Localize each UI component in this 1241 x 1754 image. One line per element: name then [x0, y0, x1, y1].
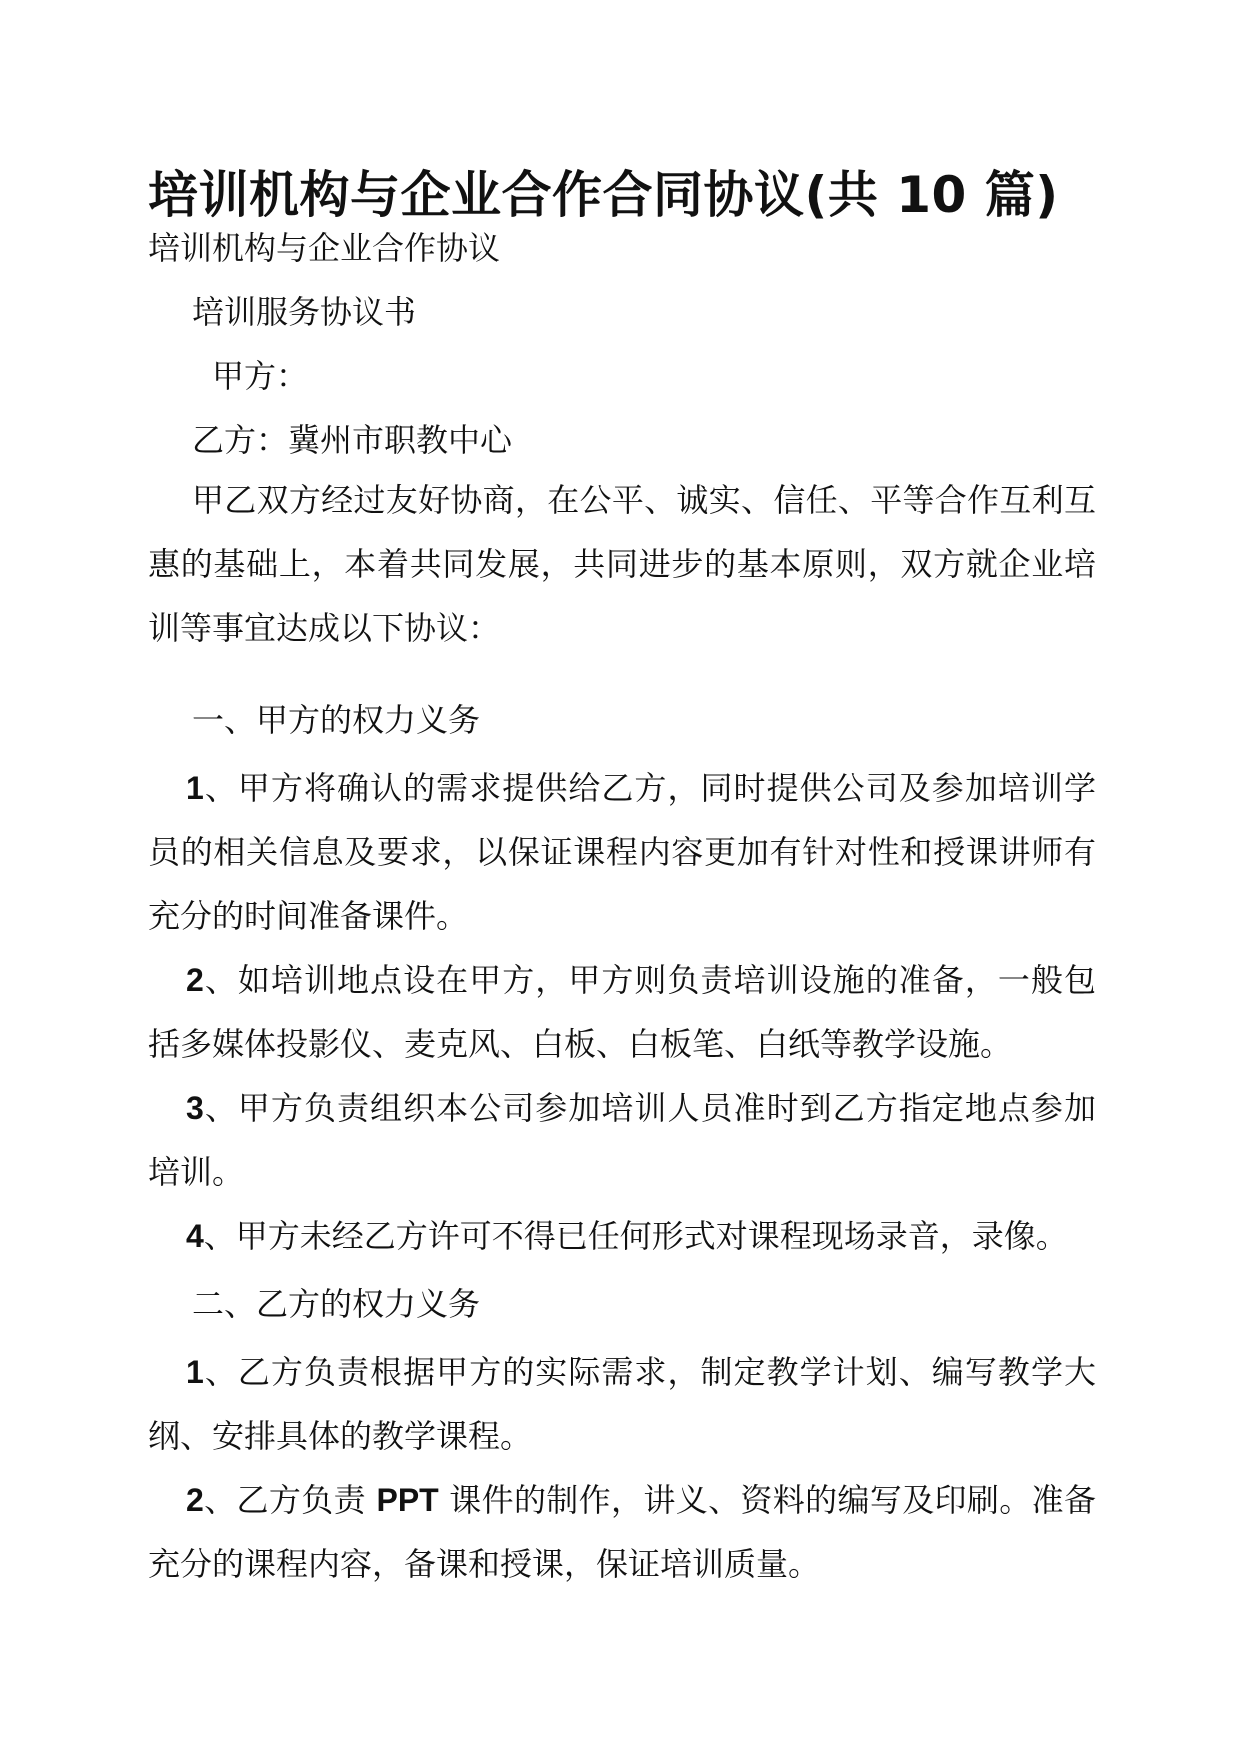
- item-text: 、如培训地点设在甲方，甲方则负责培训设施的准备，一般包括多媒体投影仪、麦克风、白板、白板笔、白纸等教学设施。: [148, 961, 1096, 1063]
- item-text: 、甲方未经乙方许可不得已任何形式对课程现场录音，录像。: [203, 1217, 1068, 1255]
- item-number: 2: [186, 1482, 204, 1518]
- party-b-label: 乙方：冀州市职教中心: [192, 421, 513, 459]
- document-title: 培训机构与企业合作合同协议(共 10 篇): [148, 166, 1059, 224]
- section-1-item-3: [148, 1076, 1096, 1204]
- item-text: 、乙方负责: [203, 1481, 377, 1519]
- section-1-item-1: [148, 756, 1096, 948]
- document-subtitle: 培训机构与企业合作协议: [148, 229, 501, 267]
- item-number: 2: [186, 962, 204, 998]
- agreement-heading: 培训服务协议书: [192, 293, 417, 331]
- party-a-label: 甲方：: [212, 357, 309, 395]
- item-number: 1: [186, 770, 204, 806]
- item-text: 、甲方将确认的需求提供给乙方，同时提供公司及参加培训学员的相关信息及要求，以保证课程内容更加有针对性和授课讲师有充分的时间准备课件。: [148, 769, 1096, 935]
- item-text: 、乙方负责根据甲方的实际需求，制定教学计划、编写教学大纲、安排具体的教学课程。: [148, 1353, 1096, 1455]
- section-1-heading: 一、甲方的权力义务: [192, 701, 481, 739]
- section-2-heading: 二、乙方的权力义务: [192, 1285, 481, 1323]
- section-1-item-4: [148, 1204, 1096, 1268]
- item-number: 3: [186, 1090, 204, 1126]
- section-1-item-2: [148, 948, 1096, 1076]
- item-number: 1: [186, 1354, 204, 1390]
- section-2-item-2: [148, 1468, 1096, 1596]
- ppt-term: PPT: [376, 1482, 439, 1518]
- intro-paragraph: 甲乙双方经过友好协商，在公平、诚实、信任、平等合作互利互惠的基础上，本着共同发展，共同进步的基本原则，双方就企业培训等事宜达成以下协议：: [148, 481, 1096, 647]
- item-text: 课件的制作，讲义、资料的编写及印刷。准备充分的课程内容，备课和授课，保证培训质量。: [148, 1481, 1096, 1583]
- item-text: 、甲方负责组织本公司参加培训人员准时到乙方指定地点参加培训。: [148, 1089, 1096, 1191]
- section-2-item-1: [148, 1340, 1096, 1468]
- item-number: 4: [186, 1218, 204, 1254]
